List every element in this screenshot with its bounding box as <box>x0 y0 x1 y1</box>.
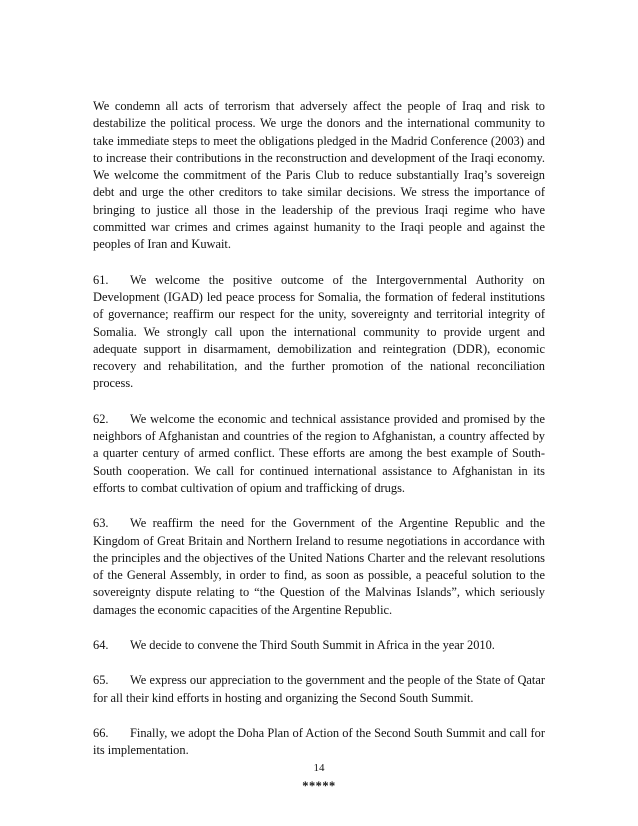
paragraph-66 <box>93 725 545 760</box>
paragraph-number: 66. <box>93 725 109 740</box>
paragraph-63 <box>93 515 545 619</box>
paragraph-text: We welcome the positive outcome of the Intergovernmental Authority on Development (IGAD) led peace process for Somalia, the formation of federal institutions of governance; reaffirm our respect for the unity, sovereignty and territorial integrity of Somalia. We strongly call upon the international community to provide urgent and adequate support in disarmament, demobilization and reintegration (DDR), economic recovery and rehabilitation, and the further promotion of the national reconciliation process. <box>93 272 545 391</box>
paragraph-number: 65. <box>93 673 109 688</box>
paragraph-text: We express our appreciation to the government and the people of the State of Qatar for all their kind efforts in hosting and organizing the Second South Summit. <box>93 673 545 705</box>
paragraph-number: 62. <box>93 411 109 426</box>
paragraph-number: 63. <box>93 516 109 531</box>
end-separator: ***** <box>302 778 336 793</box>
paragraph-text: We decide to convene the Third South Summit in Africa in the year 2010. <box>130 638 495 653</box>
paragraph-iraq <box>93 98 545 254</box>
paragraph-number: 64. <box>93 638 109 653</box>
paragraph-text: We welcome the economic and technical assistance provided and promised by the neighbors of Afghanistan and countries of the region to Afghanistan, a country affected by a quarter century of armed conflict. These efforts are among the best example of South-South cooperation. We call for continued international assistance to Afghanistan in its efforts to combat cultivation of opium and trafficking of drugs. <box>93 411 545 495</box>
paragraph-text: We condemn all acts of terrorism that adversely affect the people of Iraq and risk to destabilize the political process. We urge the donors and the international community to take immediate steps to meet the obligations pledged in the Madrid Conference (2003) and to increase their contributions in the reconstruction and development of the Iraqi economy. We welcome the commitment of the Paris Club to reduce substantially Iraq’s sovereign debt and urge the other creditors to take similar decisions. We stress the importance of bringing to justice all those in the leadership of the previous Iraqi regime who have committed war crimes and crimes against humanity to the Iraqi people and against the peoples of Iran and Kuwait. <box>93 99 545 252</box>
paragraph-text: We reaffirm the need for the Government of the Argentine Republic and the Kingdom of Great Britain and Northern Ireland to resume negotiations in accordance with the principles and the objectives of the United Nations Charter and the relevant resolutions of the General Assembly, in order to find, as soon as possible, a peaceful solution to the sovereignty dispute relating to “the Question of the Malvinas Islands”, which seriously damages the economic capacities of the Argentine Republic. <box>93 516 545 617</box>
paragraph-64 <box>93 637 545 654</box>
page-number: 14 <box>313 762 325 774</box>
paragraph-text: Finally, we adopt the Doha Plan of Action of the Second South Summit and call for its implementation. <box>93 725 545 758</box>
paragraph-65 <box>93 672 545 707</box>
paragraph-number: 61. <box>93 272 109 287</box>
paragraph-61 <box>93 272 545 393</box>
paragraph-62 <box>93 411 545 497</box>
document-body <box>93 98 545 795</box>
